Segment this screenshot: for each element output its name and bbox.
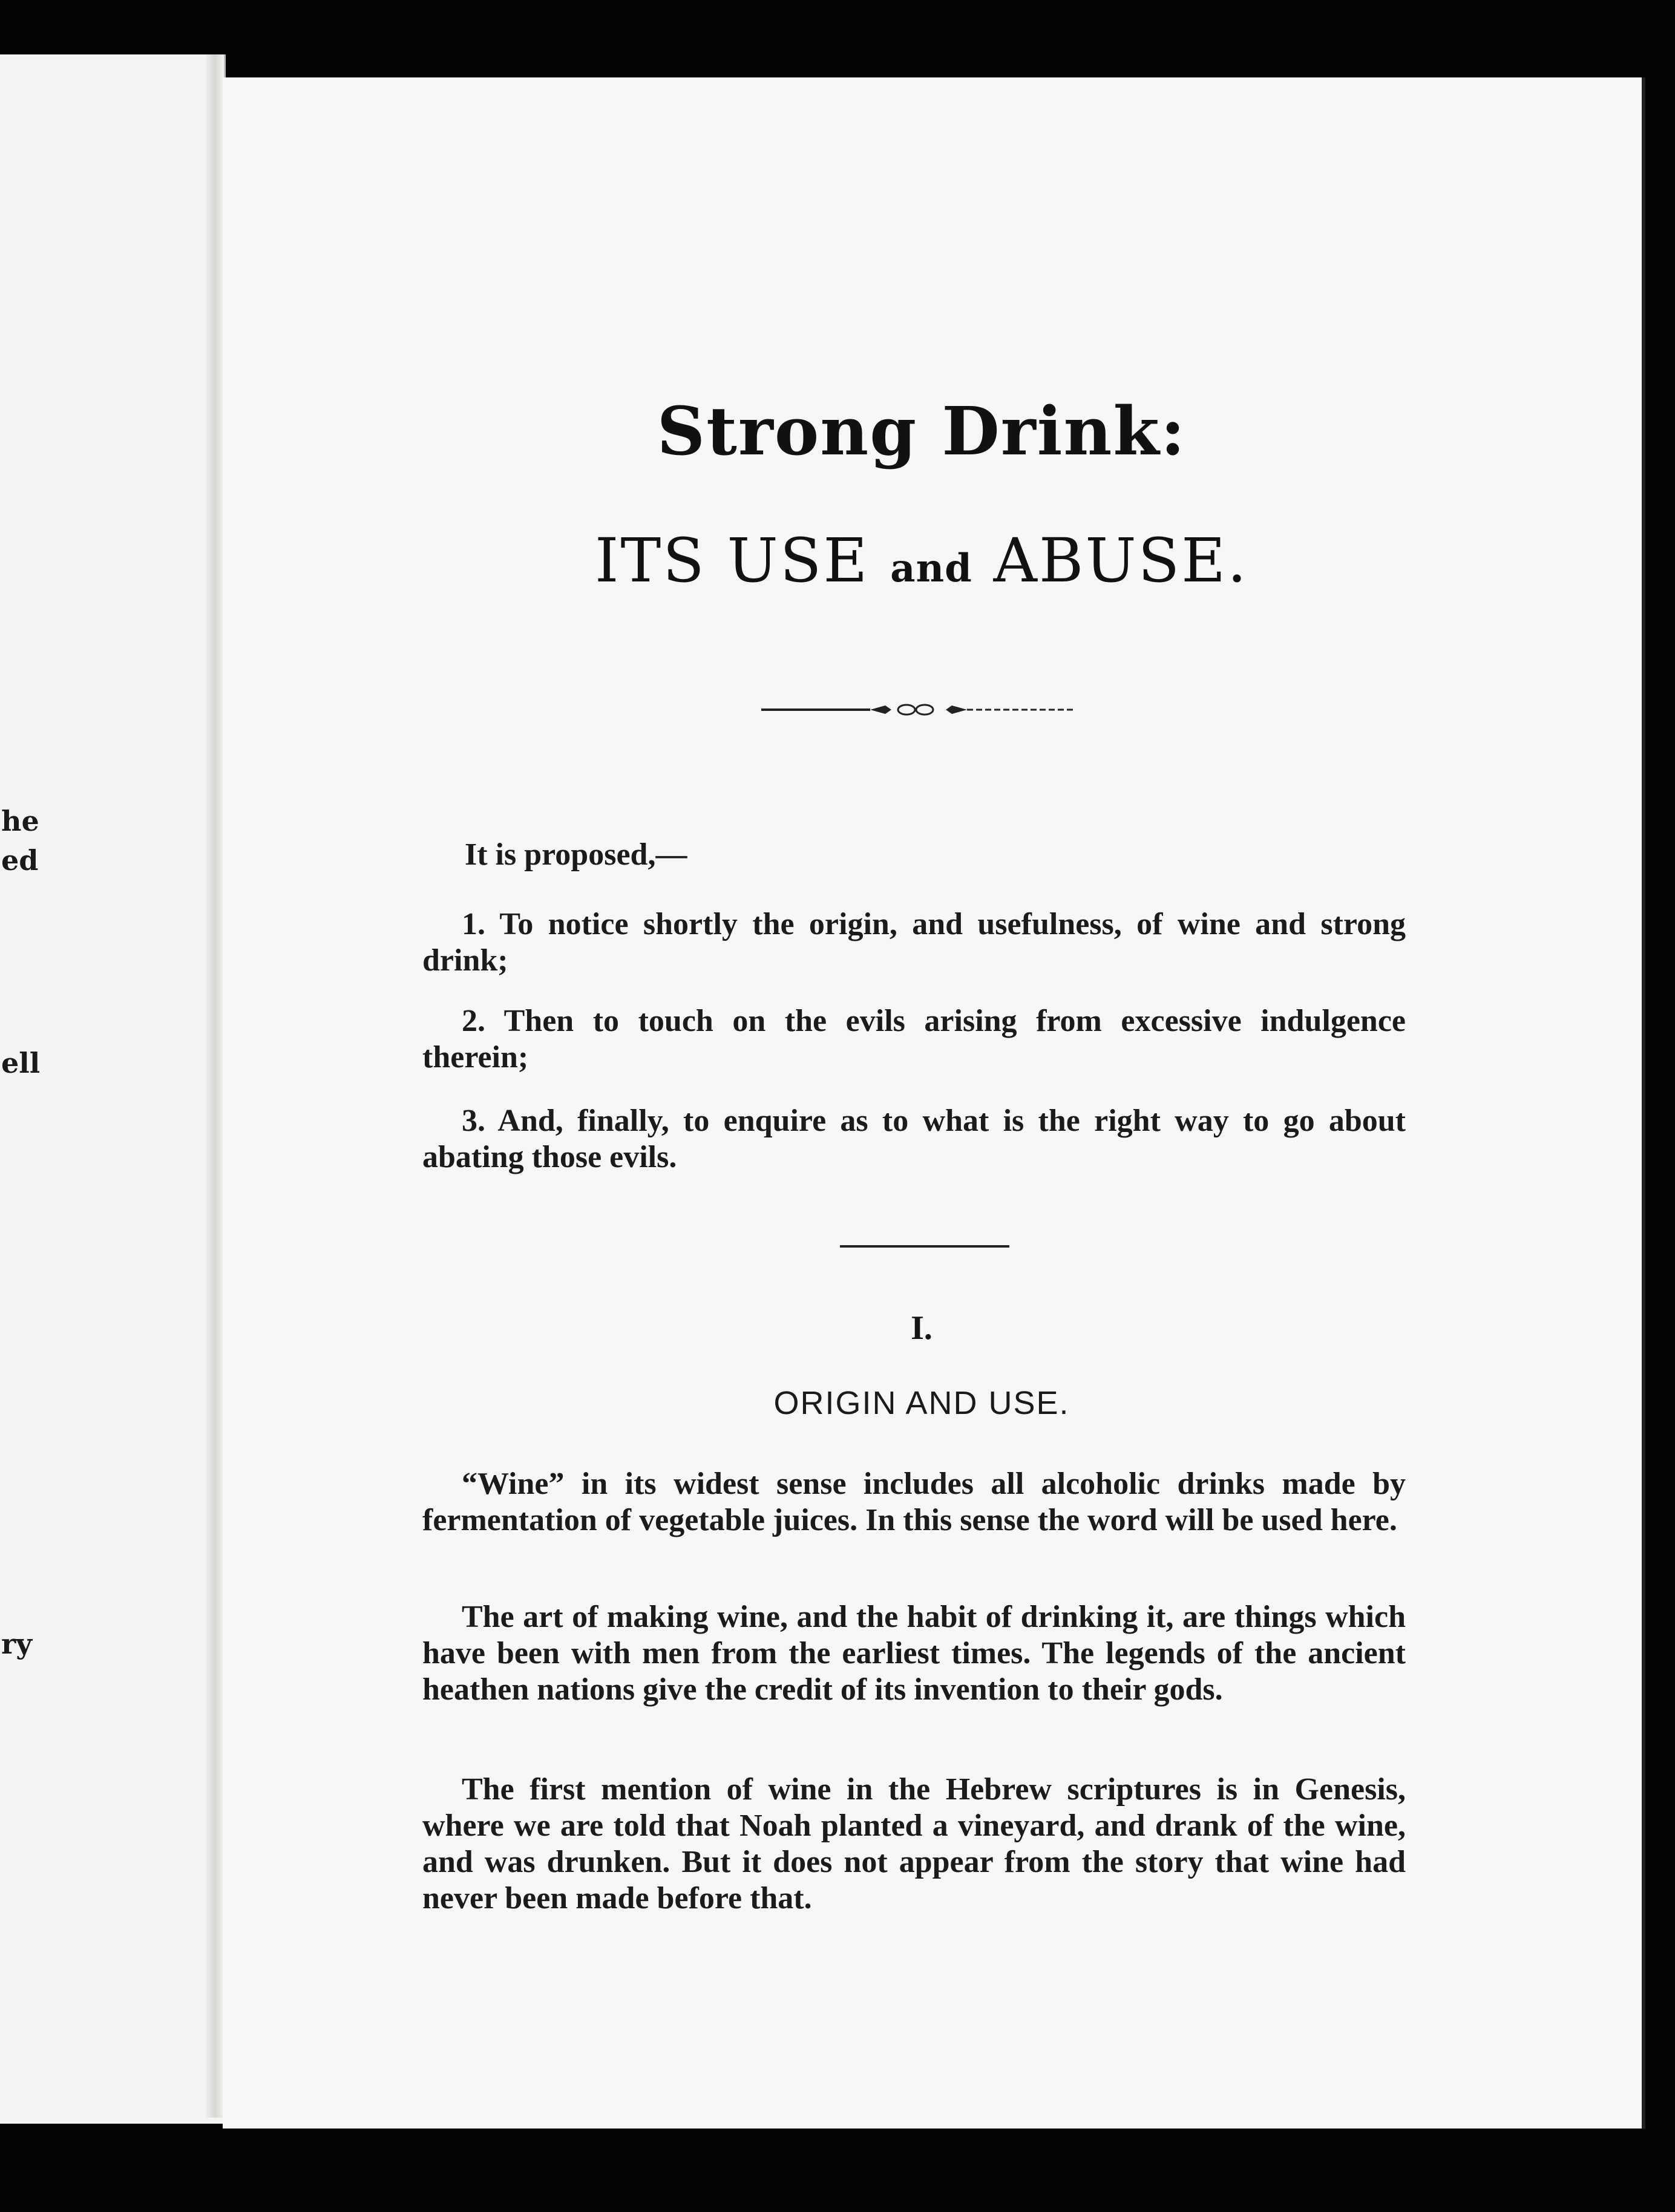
ornamental-divider bbox=[761, 701, 1076, 719]
main-page bbox=[223, 77, 1645, 2129]
list-item: 3. And, finally, to enquire as to what is the right way to go about abating those evils. bbox=[422, 1104, 1406, 1174]
subtitle-part-abuse: ABUSE. bbox=[993, 525, 1248, 596]
section-number: I. bbox=[911, 1309, 933, 1347]
document-subtitle bbox=[422, 525, 1421, 596]
list-item: 1. To notice shortly the origin, and usefulness, of wine and strong drink; bbox=[422, 907, 1406, 978]
left-page-fragment: ed bbox=[1, 844, 39, 877]
left-page-fragment: ell bbox=[1, 1047, 41, 1079]
left-page-fragment: he bbox=[1, 805, 39, 837]
paragraph: “Wine” in its widest sense includes all alcoholic drinks made by fermentation of vegetable juices. In this sense the word will be used here. bbox=[422, 1467, 1406, 1537]
paragraph: The first mention of wine in the Hebrew scriptures is in Genesis, where we are told that Noah planted a vineyard, and drank of the wine, and was drunken. But it does not appear from the story that wine had never been made before that. bbox=[422, 1772, 1406, 1916]
intro-text: It is proposed,— bbox=[465, 837, 687, 872]
list-item: 2. Then to touch on the evils arising from excessive indulgence therein; bbox=[422, 1004, 1406, 1075]
left-page-fragment: ry bbox=[1, 1628, 32, 1660]
document-title: Strong Drink: bbox=[657, 392, 1187, 470]
paragraph: The art of making wine, and the habit of drinking it, are things which have been with men from the earliest times. The legends of the ancient heathen nations give the credit of its invention to their gods. bbox=[422, 1600, 1406, 1707]
page-gutter bbox=[206, 54, 223, 2118]
subtitle-part-and: and bbox=[890, 546, 972, 591]
section-heading: ORIGIN AND USE. bbox=[773, 1385, 1070, 1421]
subtitle-part-its-use: ITS USE bbox=[595, 525, 870, 596]
section-rule bbox=[840, 1245, 1009, 1248]
left-facing-page bbox=[0, 54, 226, 2124]
